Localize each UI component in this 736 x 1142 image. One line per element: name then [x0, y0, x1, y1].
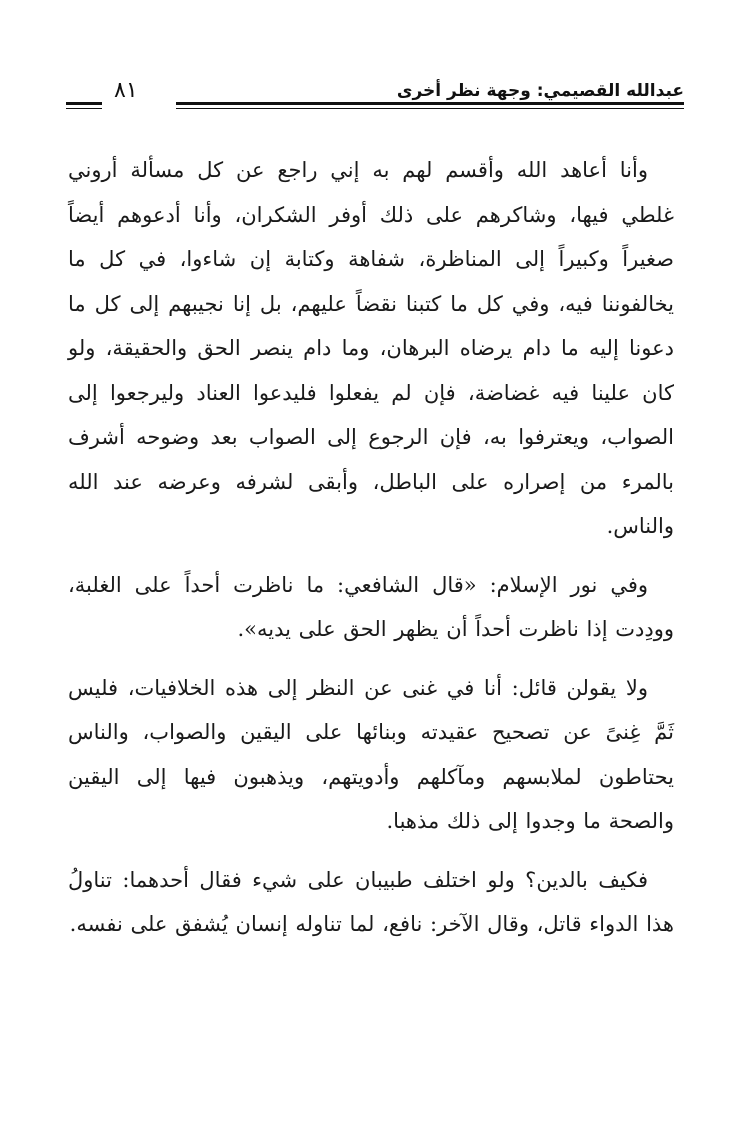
header-rule-short — [66, 102, 102, 105]
paragraph-1: وأنا أعاهد الله وأقسم لهم به إني راجع عن كل مسألة أروني غلطي فيها، وشاكرهم على ذلك أوفر الشكران، وأنا أدعوهم أيضاً صغيراً وكبيراً إلى المناظرة، شفاهة وكتابة إن شاءوا، في كل ما يخالفوننا فيه، وفي كل ما كتبنا نقضاً عليهم، بل إنا نجيبهم إلى كل ما دعونا إليه ما دام يرضاه البرهان، وما دام ينصر الحق والحقيقة، ولو كان علينا فيه غضاضة، فإن لم يفعلوا فليدعوا العناد وليرجعوا إلى الصواب، ويعترفوا به، فإن الرجوع إلى الصواب بعد وضوحه أشرف بالمرء من إصراره على الباطل، وأبقى لشرفه وعرضه عند الله والناس. — [68, 158, 674, 538]
paragraph-3: ولا يقولن قائل: أنا في غنى عن النظر إلى هذه الخلافيات، فليس ثَمَّ غِنىً عن تصحيح عقيدته وبنائها على اليقين والصواب، والناس يحتاطون لملابسهم ومآكلهم وأدويتهم، ويذهبون فيها إلى اليقين والصحة ما وجدوا إلى ذلك مذهبا. — [68, 675, 674, 833]
header-rule-short-thin — [66, 108, 102, 109]
running-title: عبدالله القصيمي: وجهة نظر أخرى — [396, 81, 684, 101]
page-number: ٨١ — [114, 78, 138, 103]
header-rule-long-thin — [176, 108, 684, 109]
header-rule-long — [176, 102, 684, 105]
paragraph-2: وفي نور الإسلام: «قال الشافعي: ما ناظرت أحداً على الغلبة، وودِدت إذا ناظرت أحداً أن يظهر الحق على يديه». — [68, 572, 674, 641]
page-header — [66, 78, 684, 118]
paragraph-4: فكيف بالدين؟ ولو اختلف طبيبان على شيء فقال أحدهما: تناولُ هذا الدواء قاتل، وقال الآخر: نافع، لما تناوله إنسان يُشفق على نفسه. — [68, 867, 674, 936]
page-body — [68, 148, 674, 947]
